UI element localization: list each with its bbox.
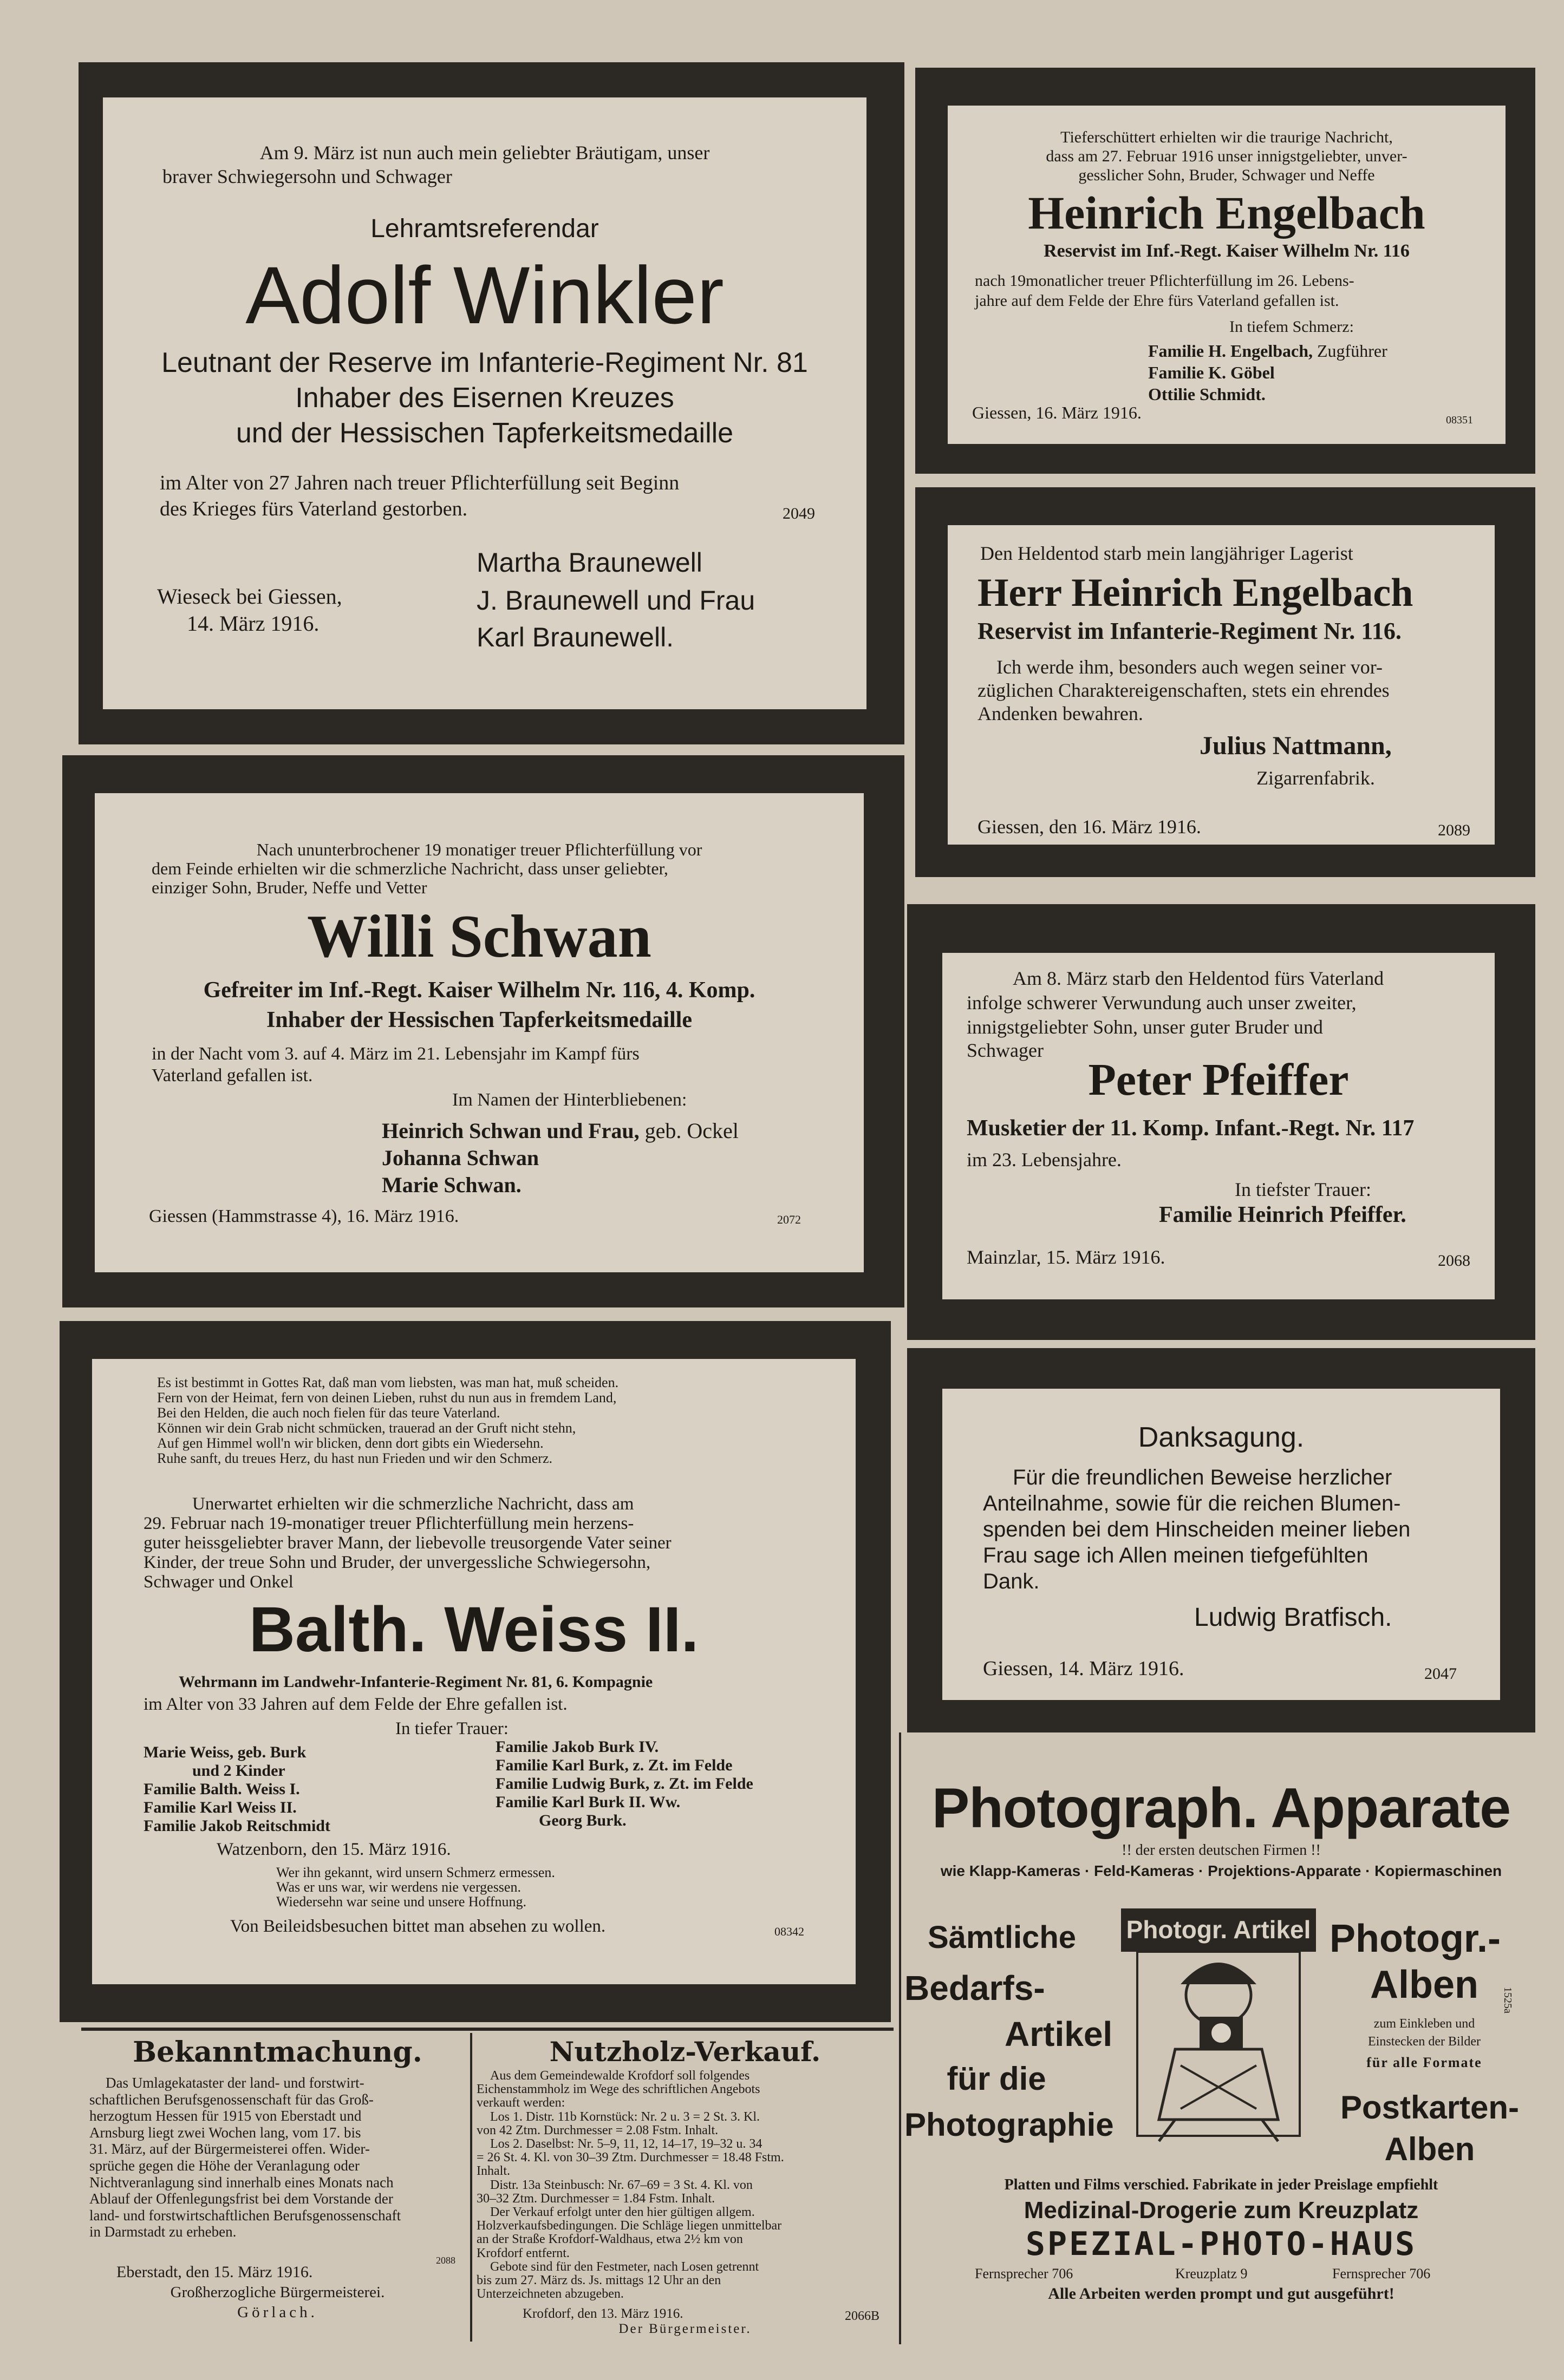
winkler-intro-line1: Am 9. März ist nun auch mein geliebter Bräutigam, unser: [259, 142, 710, 164]
weiss-place: Watzenborn, den 15. März 1916.: [217, 1840, 451, 1859]
photo-left-4: für die: [947, 2061, 1046, 2097]
weiss-ad: [92, 1359, 856, 1984]
photo-phone-left: Fernsprecher 706: [975, 2266, 1073, 2281]
schwan-ad: [95, 793, 864, 1272]
bratfisch-body: [983, 1464, 1410, 1594]
winkler-iron-cross: Inhaber des Eisernen Kreuzes: [295, 382, 674, 414]
schwan-signer1: [382, 1118, 739, 1143]
nutzholz-line: verkauft werden:: [477, 2096, 565, 2110]
engelbach-employer-code: 2089: [1438, 821, 1470, 839]
bekanntmachung-line: in Darmstadt zu erheben.: [89, 2224, 237, 2240]
photo-shop-name2: SPEZIAL-PHOTO-HAUS: [1025, 2225, 1417, 2263]
schwan-line1: Nach ununterbrochener 19 monatiger treuer Pflichterfüllung vor: [256, 840, 702, 859]
nutzholz-code: 2066B: [845, 2309, 880, 2323]
bratfisch-ad: [942, 1389, 1500, 1700]
engelbach-family-mourn: In tiefem Schmerz:: [1229, 318, 1354, 336]
pfeiffer-ad: [942, 953, 1495, 1299]
bratfisch-line1: Für die freundlichen Beweise herzlicher: [1013, 1466, 1392, 1489]
winkler-signer2: J. Braunewell und Frau: [477, 585, 755, 616]
nutzholz-line: Eichenstammholz im Wege des schriftlichen Angebots: [477, 2082, 760, 2097]
weiss-para3: guter heissgeliebter braver Mann, der liebevolle treusorgende Vater seiner: [144, 1533, 672, 1553]
nutzholz-line: Der Verkauf erfolgt unter den hier gültigen allgem.: [490, 2205, 755, 2220]
bekanntmachung-place: Eberstadt, den 15. März 1916.: [116, 2263, 313, 2281]
nutzholz-signer: Der Bürgermeister.: [618, 2322, 752, 2336]
winkler-code: 2049: [783, 505, 815, 522]
weiss-right-signer: Georg Burk.: [539, 1812, 627, 1829]
weiss-para5: Schwager und Onkel: [144, 1572, 294, 1592]
weiss-verse5: Auf gen Himmel woll'n wir blicken, denn dort gibts ein Wiedersehn.: [157, 1435, 544, 1451]
weiss-name: Balth. Weiss II.: [249, 1594, 699, 1665]
nutzholz-line: von 42 Ztm. Durchmesser = 2.08 Fstm. Inhalt.: [477, 2123, 719, 2137]
bekanntmachung-body: [89, 2075, 466, 2240]
winkler-date: 14. März 1916.: [187, 611, 320, 636]
bekanntmachung-line: sprüche gegen die Höhe der Veranlagung oder: [89, 2157, 360, 2174]
photo-right-2: Alben: [1370, 1963, 1478, 2006]
weiss-signers-left: [144, 1743, 330, 1835]
photo-headline: Photograph. Apparate: [931, 1777, 1511, 1840]
schwan-signer3: Marie Schwan.: [382, 1173, 522, 1197]
weiss-left-signer: Familie Karl Weiss II.: [144, 1799, 297, 1816]
engelbach-family-line2: dass am 27. Februar 1916 unser innigstgeliebter, unver-: [1046, 147, 1407, 165]
pfeiffer-rank: Musketier der 11. Komp. Infant.-Regt. Nr. 117: [967, 1116, 1415, 1141]
nutzholz-line: Distr. 13a Steinbusch: Nr. 67–69 = 3 St. 4. Kl. von: [490, 2178, 753, 2192]
pfeiffer-line2: infolge schwerer Verwundung auch unser zweiter,: [967, 992, 1357, 1014]
photo-right-5: für alle Formate: [1366, 2055, 1482, 2070]
photo-sub2: wie Klapp-Kameras · Feld-Kameras · Projektions-Apparate · Kopiermaschinen: [940, 1862, 1502, 1879]
weiss-verse4: Können wir dein Grab nicht schmücken, trauerad an der Gruft nicht stehn,: [157, 1420, 576, 1436]
weiss-para4: Kinder, der treue Sohn und Bruder, der unvergessliche Schwiegersohn,: [144, 1553, 651, 1572]
weiss-left-signer: Marie Weiss, geb. Burk: [144, 1743, 307, 1761]
engelbach-employer-line2: Ich werde ihm, besonders auch wegen seiner vor-: [996, 656, 1383, 678]
photo-sub1: !! der ersten deutschen Firmen !!: [1122, 1842, 1321, 1859]
photo-plates: Platten und Films verschied. Fabrikate in jeder Preislage empfiehlt: [1004, 2176, 1438, 2193]
engelbach-family-line5: jahre auf dem Felde der Ehre fürs Vaterland gefallen ist.: [975, 292, 1339, 310]
weiss-verse1: Es ist bestimmt in Gottes Rat, daß man vom liebsten, was man hat, muß scheiden.: [157, 1375, 619, 1390]
pfeiffer-name: Peter Pfeiffer: [1088, 1055, 1349, 1105]
pfeiffer-age: im 23. Lebensjahre.: [967, 1149, 1122, 1171]
nutzholz-line: Krofdorf entfernt.: [477, 2246, 570, 2260]
photo-side-code: 1525a: [1502, 1987, 1514, 2013]
photo-left-2: Bedarfs-: [904, 1969, 1045, 2008]
photographer-body: [1159, 2049, 1278, 2120]
weiss-mourn: In tiefer Trauer:: [395, 1719, 509, 1738]
pfeiffer-line3: innigstgeliebter Sohn, unser guter Bruder und: [967, 1016, 1323, 1038]
nutzholz-line: Unterzeichneten abzugeben.: [477, 2287, 624, 2301]
weiss-left-signer: Familie Balth. Weiss I.: [144, 1780, 300, 1798]
nutzholz-ad: [477, 2036, 894, 2344]
pfeiffer-line1: Am 8. März starb den Heldentod fürs Vaterland: [1013, 967, 1384, 989]
schwan-mourn: Im Namen der Hinterbliebenen:: [452, 1090, 687, 1110]
pfeiffer-line4: Schwager: [967, 1039, 1044, 1061]
weiss-quote3: Wiedersehn war seine und unsere Hoffnung.: [276, 1894, 526, 1910]
schwan-line3: einziger Sohn, Bruder, Neffe und Vetter: [152, 878, 427, 897]
weiss-right-signer: Familie Karl Burk II. Ww.: [496, 1793, 681, 1811]
bottom-section-rule: [81, 2028, 894, 2031]
winkler-age1: im Alter von 27 Jahren nach treuer Pflichterfüllung seit Beginn: [160, 472, 680, 494]
nutzholz-title: Nutzholz-Verkauf.: [549, 2036, 821, 2068]
schwan-signer2: Johanna Schwan: [382, 1146, 539, 1170]
weiss-right-signer: Familie Jakob Burk IV.: [496, 1738, 659, 1756]
tripod-leg: [1159, 2120, 1175, 2141]
engelbach-employer-firm: Zigarrenfabrik.: [1256, 767, 1375, 789]
winkler-intro-line2: braver Schwiegersohn und Schwager: [162, 166, 452, 187]
bekanntmachung-line: 31. März, auf der Bürgermeisterei offen. Wider-: [89, 2141, 370, 2157]
weiss-left-signer: Familie Jakob Reitschmidt: [144, 1817, 330, 1835]
pfeiffer-place: Mainzlar, 15. März 1916.: [967, 1246, 1165, 1268]
photo-sign-label: Photogr. Artikel: [1126, 1915, 1311, 1944]
weiss-age: im Alter von 33 Jahren auf dem Felde der Ehre gefallen ist.: [144, 1695, 568, 1714]
weiss-code: 08342: [774, 1925, 804, 1938]
nutzholz-body: [477, 2069, 894, 2301]
bratfisch-line3: spenden bei dem Hinscheiden meiner lieben: [983, 1518, 1411, 1541]
engelbach-family-signer3: Ottilie Schmidt.: [1148, 384, 1266, 404]
column-divider: [899, 1732, 901, 2344]
engelbach-family-signer1-role: Zugführer: [1317, 341, 1387, 361]
weiss-right-signer: Familie Ludwig Burk, z. Zt. im Felde: [496, 1775, 753, 1793]
bekanntmachung-signer: Görlach.: [237, 2304, 318, 2321]
engelbach-employer-rank: Reservist im Infanterie-Regiment Nr. 116.: [978, 618, 1402, 644]
weiss-right-signer: Familie Karl Burk, z. Zt. im Felde: [496, 1756, 733, 1774]
winkler-name: Adolf Winkler: [245, 250, 724, 341]
nutzholz-line: 30–32 Ztm. Durchmesser = 1.84 Fstm. Inhalt.: [477, 2191, 715, 2206]
column-divider: [470, 2033, 472, 2342]
nutzholz-line: Gebote sind für den Festmeter, nach Losen getrennt: [490, 2259, 759, 2274]
bekanntmachung-ad: [89, 2036, 466, 2339]
bratfisch-line2: Anteilnahme, sowie für die reichen Blumen-: [983, 1492, 1401, 1515]
photo-right-7: Alben: [1384, 2131, 1475, 2167]
winkler-intro: [103, 141, 866, 188]
engelbach-family-code: 08351: [1446, 414, 1473, 426]
bekanntmachung-line: land- und forstwirtschaftlichen Berufsgenossenschaft: [89, 2207, 401, 2224]
weiss-verse3: Bei den Helden, die auch noch fielen für das teure Vaterland.: [157, 1405, 500, 1421]
photo-left-5: Photographie: [904, 2107, 1114, 2143]
photographer-cap: [1181, 1963, 1256, 1984]
engelbach-family-line3: gesslicher Sohn, Bruder, Schwager und Neffe: [1078, 166, 1375, 184]
bekanntmachung-line: Nichtveranlagung sind innerhalb eines Monats nach: [89, 2174, 394, 2191]
bekanntmachung-code: 2088: [436, 2255, 455, 2266]
winkler-rank: Lehramtsreferendar: [370, 214, 599, 243]
engelbach-employer-name: Herr Heinrich Engelbach: [978, 571, 1413, 615]
photo-right-4: Einstecken der Bilder: [1368, 2035, 1481, 2049]
weiss-verse6: Ruhe sanft, du treues Herz, du hast nun Frieden und wir den Schmerz.: [157, 1450, 552, 1466]
engelbach-family-rank: Reservist im Inf.-Regt. Kaiser Wilhelm Nr. 116: [1044, 241, 1410, 261]
nutzholz-line: bis zum 27. März ds. Js. mittags 12 Uhr an den: [477, 2273, 721, 2288]
engelbach-employer-line1: Den Heldentod starb mein langjähriger Lagerist: [980, 542, 1353, 564]
weiss-quote1: Wer ihn gekannt, wird unsern Schmerz ermessen.: [276, 1865, 555, 1880]
engelbach-family-line1: Tieferschüttert erhielten wir die traurige Nachricht,: [1060, 128, 1393, 146]
photo-phone-right: Fernsprecher 706: [1332, 2266, 1431, 2281]
nutzholz-line: Aus dem Gemeindewalde Krofdorf soll folgendes: [490, 2069, 750, 2083]
bekanntmachung-line: Ablauf der Offenlegungsfrist bei dem Vorstande der: [89, 2191, 393, 2207]
winkler-signer3: Karl Braunewell.: [477, 622, 674, 652]
nutzholz-line: Los 2. Daselbst: Nr. 5–9, 11, 12, 14–17, 19–32 u. 34: [490, 2137, 763, 2152]
nutzholz-line: Holzverkaufsbedingungen. Die Schläge liegen unmittelbar: [477, 2219, 782, 2233]
schwan-name: Willi Schwan: [307, 903, 651, 970]
weiss-quote2: Was er uns war, wir werdens nie vergessen.: [276, 1879, 521, 1895]
engelbach-family-place: Giessen, 16. März 1916.: [972, 403, 1142, 422]
bekanntmachung-title: Bekanntmachung.: [133, 2036, 422, 2069]
engelbach-family-signer2: Familie K. Göbel: [1148, 363, 1275, 382]
photo-address: Kreuzplatz 9: [1175, 2266, 1248, 2281]
weiss-verse2: Fern von der Heimat, fern von deinen Lieben, ruhst du nun aus in fremdem Land,: [157, 1390, 617, 1405]
engelbach-employer-line3: züglichen Charaktereigenschaften, stets ein ehrendes: [978, 679, 1390, 701]
winkler-signer1: Martha Braunewell: [477, 547, 702, 578]
weiss-quote: [276, 1865, 555, 1909]
nutzholz-line: Inhalt.: [477, 2164, 510, 2179]
nutzholz-line: an der Straße Krofdorf-Waldhaus, etwa 2½ km von: [477, 2232, 743, 2247]
nutzholz-line: Los 1. Distr. 11b Kornstück: Nr. 2 u. 3 = 2 St. 3. Kl.: [490, 2109, 760, 2124]
engelbach-employer-signer: Julius Nattmann,: [1200, 731, 1392, 760]
winkler-regiment: Leutnant der Reserve im Infanterie-Regiment Nr. 81: [161, 347, 808, 378]
winkler-place: Wieseck bei Giessen,: [157, 584, 342, 609]
bekanntmachung-office: Großherzogliche Bürgermeisterei.: [170, 2284, 385, 2301]
bratfisch-code: 2047: [1424, 1665, 1457, 1683]
pfeiffer-signer: Familie Heinrich Pfeiffer.: [1159, 1202, 1406, 1227]
schwan-line2: dem Feinde erhielten wir die schmerzliche Nachricht, dass unser geliebter,: [152, 859, 668, 878]
photo-shop-sign: [1116, 1903, 1321, 2147]
schwan-line5: Vaterland gefallen ist.: [152, 1065, 313, 1086]
pfeiffer-mourn: In tiefster Trauer:: [1235, 1179, 1371, 1200]
weiss-left-signer: und 2 Kinder: [192, 1762, 285, 1780]
schwan-signer1-maiden: geb. Ockel: [644, 1119, 739, 1143]
camera-lens: [1210, 2022, 1232, 2044]
bekanntmachung-line: schaftlichen Berufsgenossenschaft für das Groß-: [89, 2091, 374, 2108]
nutzholz-place: Krofdorf, den 13. März 1916.: [523, 2306, 683, 2321]
winkler-age2: des Krieges fürs Vaterland gestorben.: [160, 498, 468, 520]
weiss-visit-note: Von Beileidsbesuchen bittet man absehen zu wollen.: [230, 1917, 606, 1936]
weiss-verse: [157, 1375, 618, 1466]
photo-right-6: Postkarten-: [1340, 2089, 1520, 2126]
bekanntmachung-line: Das Umlagekataster der land- und forstwirt-: [106, 2075, 364, 2091]
engelbach-family-signer1: [1148, 341, 1387, 361]
pfeiffer-code: 2068: [1438, 1252, 1470, 1270]
schwan-line4: in der Nacht vom 3. auf 4. März im 21. Lebensjahr im Kampf fürs: [152, 1044, 640, 1064]
schwan-code: 2072: [777, 1213, 801, 1226]
schwan-place: Giessen (Hammstrasse 4), 16. März 1916.: [149, 1206, 459, 1226]
schwan-rank: Gefreiter im Inf.-Regt. Kaiser Wilhelm Nr. 116, 4. Komp.: [203, 978, 755, 1003]
weiss-signers-right: [496, 1738, 753, 1830]
bekanntmachung-line: Arnsburg liegt zwei Wochen lang, vom 17. bis: [89, 2124, 361, 2141]
photo-ad: [904, 1776, 1538, 2350]
winkler-ad: [103, 97, 866, 709]
bratfisch-place: Giessen, 14. März 1916.: [983, 1657, 1184, 1680]
schwan-signer1-name: Heinrich Schwan und Frau,: [382, 1119, 640, 1143]
photo-left-1: Sämtliche: [928, 1920, 1076, 1955]
weiss-para1: Unerwartet erhielten wir die schmerzliche Nachricht, dass am: [192, 1494, 634, 1514]
engelbach-family-signer1-name: Familie H. Engelbach,: [1148, 341, 1313, 361]
weiss-para2: 29. Februar nach 19-monatiger treuer Pflichterfüllung mein herzens-: [144, 1514, 634, 1533]
bekanntmachung-line: herzogtum Hessen für 1915 von Eberstadt und: [89, 2108, 362, 2124]
nutzholz-line: = 26 St. 4. Kl. von 30–39 Ztm. Durchmesser = 18.48 Fstm.: [477, 2150, 784, 2165]
photo-left-3: Artikel: [1005, 2015, 1113, 2054]
tripod-leg: [1262, 2120, 1278, 2141]
photo-footer: Alle Arbeiten werden prompt und gut ausgeführt!: [1048, 2285, 1394, 2303]
schwan-medal: Inhaber der Hessischen Tapferkeitsmedaille: [266, 1008, 692, 1032]
engelbach-family-ad: [948, 106, 1506, 444]
photo-right-1: Photogr.-: [1330, 1917, 1501, 1960]
photo-right-3: zum Einkleben und: [1373, 2017, 1475, 2031]
bratfisch-signer: Ludwig Bratfisch.: [1194, 1603, 1392, 1632]
bratfisch-line4: Frau sage ich Allen meinen tiefgefühlten: [983, 1544, 1369, 1567]
weiss-rank: Wehrmann im Landwehr-Infanterie-Regiment Nr. 81, 6. Kompagnie: [179, 1673, 653, 1691]
engelbach-family-line4: nach 19monatlicher treuer Pflichterfüllung im 26. Lebens-: [975, 272, 1354, 290]
photo-shop-name1: Medizinal-Drogerie zum Kreuzplatz: [1024, 2197, 1419, 2224]
bratfisch-line5: Dank.: [983, 1570, 1040, 1593]
winkler-medal: und der Hessischen Tapferkeitsmedaille: [236, 417, 734, 449]
engelbach-employer-line4: Andenken bewahren.: [978, 703, 1143, 724]
bratfisch-title: Danksagung.: [1138, 1422, 1305, 1453]
engelbach-family-name: Heinrich Engelbach: [1028, 187, 1425, 239]
weiss-paragraph: [144, 1494, 672, 1592]
engelbach-employer-place: Giessen, den 16. März 1916.: [978, 816, 1201, 838]
engelbach-employer-ad: [948, 525, 1495, 845]
